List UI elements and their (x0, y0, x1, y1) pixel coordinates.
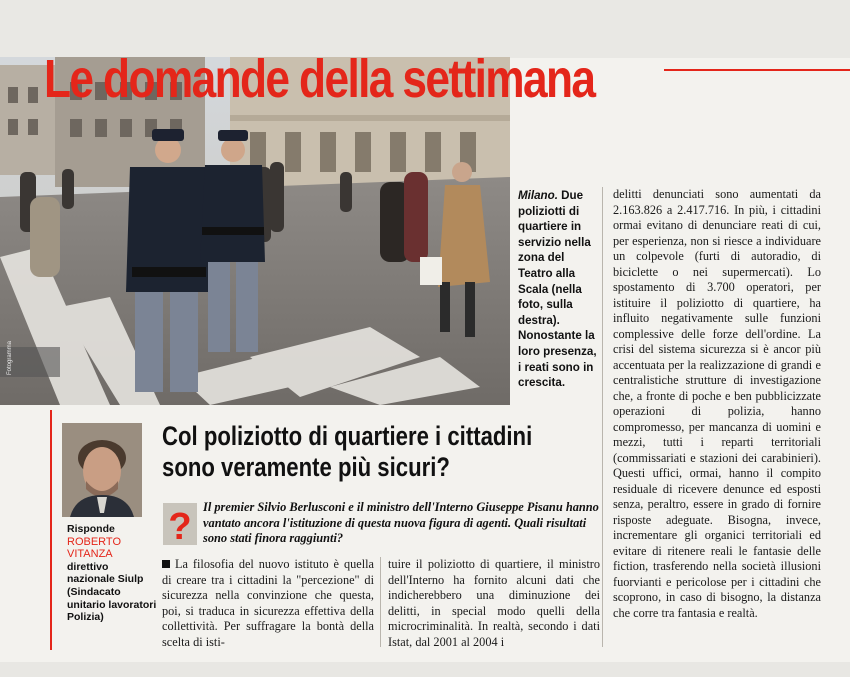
respondent-portrait (62, 423, 142, 517)
body-text: La filosofia del nuovo istituto è quella di creare tra i cittadini la "percezione" di sicurezza nella convinzione che questa, poi, si traduca in sicurezza effettiva della collettività. Per suffragare la bontà della scelta di isti- (162, 557, 374, 649)
column-divider (380, 557, 381, 647)
column-divider (602, 187, 603, 647)
photo-caption (518, 188, 598, 391)
section-title: Le domande della settimana (44, 49, 595, 109)
accent-rule (50, 410, 52, 650)
photo-credit: Fotogramma (7, 340, 13, 375)
respondent-last-name: VITANZA (67, 548, 113, 561)
body-text: delitti denunciati sono aumentati da 2.163.826 a 2.417.716. In più, i cittadini ormai evitano di denunciare reati di cui, per esperienza, non si riesce a individuare un colpevole (furti di autoradio, di biciclette o nei supermercati). Lo spostamento di 3.700 operatori, per istituire il poliziotto di quartiere, ha influito negativamente sulle funzioni complessive delle forze dell'ordine. La crisi del sistema sicurezza si è ancor più accentuata per la realizzazione di grandi e centralistiche strutture di investigazione che, a fronte di poche e ben pubblicizzate operazioni di polizia, hanno compromesso, per mancanza di uomini e mezzi, tutti i reparti territoriali (commissariati e stazioni dei carabinieri). Questi uffici, ormai, hanno il compito residuale di ricevere denunce ed esposti senza, peraltro, essere in grado di fornire risposte adeguate. Bisogna, invece, incrementare gli organici territoriali ed evitare di ritenere reali le fantasie delle fiction, trasferendo nella società illusioni fuorvianti e pericolose per i cittadini che scoprono, in caso di bisogno, la distanza che corre tra fantasia e realtà. (613, 187, 821, 620)
square-bullet-icon (162, 560, 170, 568)
respondent-info (67, 523, 159, 624)
photo-illustration (0, 57, 510, 405)
street-photo (0, 57, 510, 405)
body-column-1 (162, 557, 374, 650)
portrait-illustration (62, 423, 142, 517)
headline-line-1: Col poliziotto di quartiere i cittadini (162, 421, 533, 451)
respondent-first-name: ROBERTO (67, 535, 121, 548)
body-column-2 (388, 557, 600, 650)
headline-line-2: sono veramente più sicuri? (162, 452, 450, 482)
title-rule (664, 69, 850, 71)
article-intro: Il premier Silvio Berlusconi e il ministro dell'Interno Giuseppe Pisanu hanno vantato ancora l'istituzione di questa nuova figura di agenti. Quali risultati sono stati finora raggiunti? (203, 500, 599, 546)
page-bottom-edge (0, 662, 850, 677)
body-column-3 (613, 187, 821, 621)
article-headline (162, 421, 533, 483)
respondent-role: direttivo nazionale Siulp (Sindacato unitario lavoratori Polizia) (67, 560, 157, 624)
caption-city: Milano. (518, 189, 558, 202)
caption-text: Due poliziotti di quartiere in servizio nella zona del Teatro alla Scala (nella foto, sulla destra). Nonostante la loro presenza, i reati sono in crescita. (518, 189, 597, 390)
svg-text:?: ? (168, 506, 192, 545)
question-mark-icon (163, 503, 197, 545)
respondent-label: Risponde (67, 523, 115, 535)
body-text: tuire il poliziotto di quartiere, il ministro dell'Interno ha fornito alcuni dati che indicherebbero una diminuzione dei delitti, in special modo quelli della microcriminalità. In realtà, secondo i dati Istat, dal 2001 al 2004 i (388, 557, 600, 649)
